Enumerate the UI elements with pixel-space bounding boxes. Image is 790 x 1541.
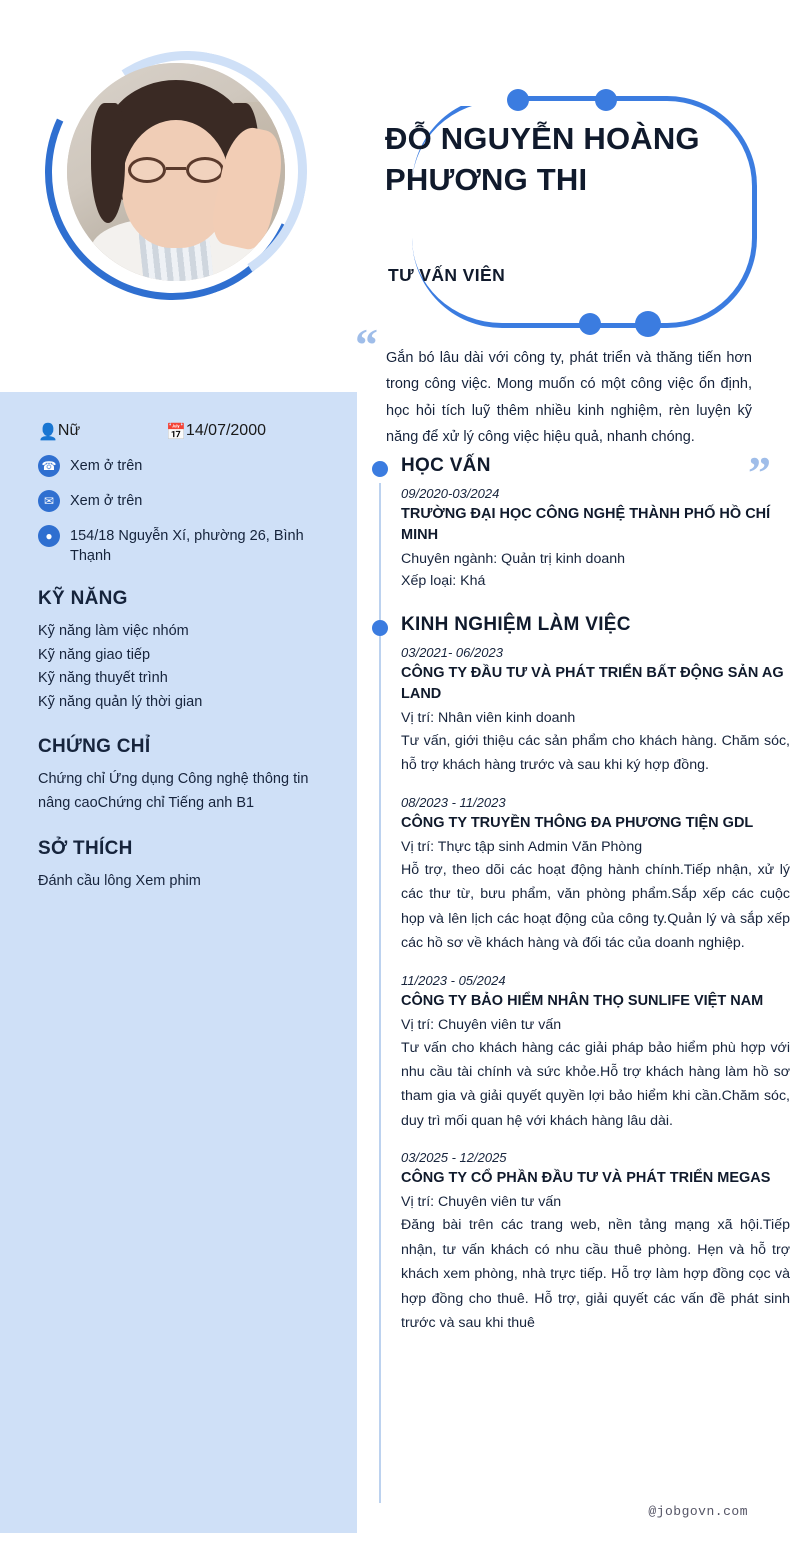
experience-date: 08/2023 - 11/2023: [401, 794, 506, 810]
list-item: [401, 486, 790, 592]
info-address: [38, 525, 338, 566]
info-gender: [38, 422, 166, 442]
experience-date: 11/2023 - 05/2024: [401, 972, 506, 988]
education-major: Chuyên ngành: Quản trị kinh doanh: [401, 551, 626, 568]
avatar-photo: [67, 63, 285, 281]
list-item: Kỹ năng làm việc nhóm: [38, 623, 189, 640]
job-role: TƯ VẤN VIÊN: [388, 265, 506, 285]
list-item: [401, 973, 790, 1134]
info-email: [38, 490, 338, 512]
header: [357, 0, 790, 392]
experience-position: Vị trí: Chuyên viên tư vấn: [401, 1016, 562, 1033]
experience-description: Tư vấn cho khách hàng các giải pháp bảo hiểm phù hợp với nhu cầu tài chính và sức khỏe.Hỗ trợ khách hàng làm hồ sơ tham gia và giải quyết quyền lợi bảo hiểm khi cần.Chăm sóc, duy trì mối quan hệ với khách hàng lâu dài.: [401, 1039, 790, 1129]
page-title: ĐỖ NGUYỄN HOÀNG PHƯƠNG THI: [385, 121, 700, 198]
section-bullet-icon: [372, 461, 388, 477]
experience-position: Vị trí: Chuyên viên tư vấn: [401, 1194, 562, 1211]
phone-icon: ☎: [38, 455, 60, 477]
list-item: [401, 1150, 790, 1335]
footer-brand: @jobgovn.com: [648, 1504, 748, 1519]
experience-description: Đăng bài trên các trang web, nền tảng mạng xã hội.Tiếp nhận, tư vấn khách có nhu cầu thuê phòng. Hẹn và hỗ trợ khách xem phòng, nhà trực tiếp. Hỗ trợ làm hợp đồng cọc và hợp đồng cho thuê. Hỗ trợ, giải quyết các vấn đề phát sinh trước và sau khi thuê: [401, 1217, 790, 1332]
address-value: 154/18 Nguyễn Xí, phường 26, Bình Thạnh: [70, 528, 304, 564]
decor-dot-4: [635, 311, 661, 337]
experience-position: Vị trí: Nhân viên kinh doanh: [401, 710, 576, 727]
certificates-title: CHỨNG CHỈ: [38, 736, 151, 758]
quote-open-icon: “: [355, 319, 378, 370]
phone-value: Xem ở trên: [70, 458, 143, 474]
decor-dot-1: [507, 89, 529, 111]
skills-title: KỸ NĂNG: [38, 588, 128, 610]
experience-description: Tư vấn, giới thiệu các sản phẩm cho khách hàng. Chăm sóc, hỗ trợ khách hàng trước và sau khi ký hợp đồng.: [401, 733, 790, 774]
education-section: [357, 455, 790, 592]
education-title: HỌC VẤN: [401, 455, 491, 476]
summary-text: Gắn bó lâu dài với công ty, phát triển và thăng tiến hơn trong công việc. Mong muốn có một công việc ổn định, học hỏi tích luỹ thêm nhiều kinh nghiệm, rèn luyện kỹ năng để xử lý công việc hiệu quả, nhanh chóng.: [386, 350, 752, 446]
experience-description: Hỗ trợ, theo dõi các hoạt động hành chính.Tiếp nhận, xử lý các thư từ, bưu phẩm, văn phòng phẩm.Sắp xếp các cuộc họp và lên lịch các hoạt động của công ty.Quản lý và sắp xếp các hồ sơ về khách hàng và đối tác của doanh nghiệp.: [401, 861, 790, 952]
photo-hair-left: [91, 103, 125, 223]
experience-date: 03/2021- 06/2023: [401, 645, 503, 661]
email-value: Xem ở trên: [70, 493, 143, 509]
experience-company: CÔNG TY BẢO HIỂM NHÂN THỌ SUNLIFE VIỆT NAM: [401, 992, 764, 1009]
info-birthday: [166, 422, 266, 442]
bottom-bar: [0, 1533, 790, 1541]
list-item: Kỹ năng thuyết trình: [38, 670, 168, 687]
photo-glasses: [128, 157, 224, 183]
list-item: [401, 645, 790, 778]
frame-cut-bottom: [407, 318, 457, 328]
education-date: 09/2020-03/2024: [401, 486, 500, 501]
section-bullet-icon: [372, 620, 388, 636]
hobbies-text: Đánh cầu lông Xem phim: [38, 872, 201, 889]
experience-position: Vị trí: Thực tập sinh Admin Văn Phòng: [401, 838, 643, 855]
person-icon: 👤: [38, 424, 58, 441]
mail-icon: ✉: [38, 490, 60, 512]
list-item: Kỹ năng quản lý thời gian: [38, 693, 203, 710]
experience-company: CÔNG TY ĐẦU TƯ VÀ PHÁT TRIỂN BẤT ĐỘNG SẢN AG LAND: [401, 665, 784, 703]
glasses-lens-right: [186, 157, 224, 183]
experience-date: 03/2025 - 12/2025: [401, 1150, 507, 1166]
experience-section: [357, 614, 790, 1335]
hobbies-title: SỞ THÍCH: [38, 837, 133, 859]
sidebar-content-layer: [0, 392, 357, 1541]
experience-company: CÔNG TY TRUYỀN THÔNG ĐA PHƯƠNG TIỆN GDL: [401, 814, 754, 831]
education-grade: Xếp loại: Khá: [401, 573, 486, 590]
education-school: TRƯỜNG ĐẠI HỌC CÔNG NGHỆ THÀNH PHỐ HỒ CHÍ MINH: [401, 506, 771, 544]
certificates-text: Chứng chỉ Ứng dụng Công nghệ thông tin nâng caoChứng chỉ Tiếng anh B1: [38, 771, 309, 811]
info-phone: [38, 455, 338, 477]
glasses-bridge: [166, 167, 186, 170]
quote-close-icon: ”: [748, 447, 771, 498]
experience-company: CÔNG TY CỔ PHẦN ĐẦU TƯ VÀ PHÁT TRIỂN MEGAS: [401, 1170, 771, 1187]
location-pin-icon: ●: [38, 525, 60, 547]
decor-dot-2: [595, 89, 617, 111]
experience-title: KINH NGHIỆM LÀM VIỆC: [401, 614, 631, 636]
main-content: [357, 455, 790, 1541]
list-item: [401, 795, 790, 956]
glasses-lens-left: [128, 157, 166, 183]
calendar-icon: 📅: [166, 424, 186, 441]
sidebar-info-gender-birthday: [38, 422, 338, 442]
avatar: [45, 45, 300, 300]
birthday-value: 14/07/2000: [185, 422, 266, 439]
list-item: Kỹ năng giao tiếp: [38, 646, 151, 663]
decor-dot-3: [579, 313, 601, 335]
gender-value: Nữ: [57, 422, 81, 439]
